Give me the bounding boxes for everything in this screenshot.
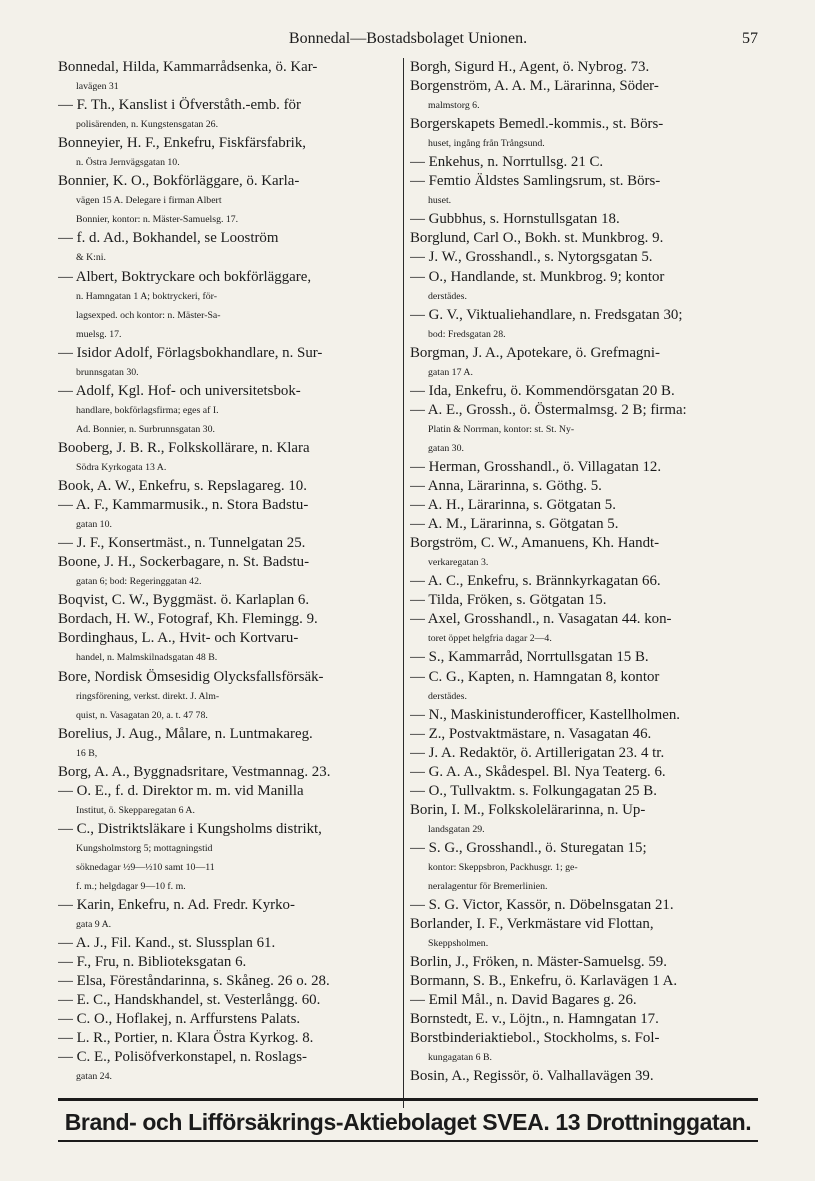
entry-continuation-line: derstädes. [428, 690, 467, 702]
directory-entry-line: — F., Fru, n. Biblioteksgatan 6. [58, 954, 247, 971]
directory-entry-line: — J. W., Grosshandl., s. Nytorgsgatan 5. [410, 249, 653, 266]
directory-entry-line: — E. C., Handskhandel, st. Vesterlångg. 60. [58, 992, 321, 1009]
directory-entry-line: — O., Tullvaktm. s. Folkungagatan 25 B. [410, 782, 657, 799]
entry-continuation-line: toret öppet helgfria dagar 2—4. [428, 633, 552, 645]
directory-entry-line: — N., Maskinistunderofficer, Kastellholmen. [410, 706, 681, 723]
entry-continuation-line: malmstorg 6. [428, 100, 480, 112]
entry-continuation-line: verkaregatan 3. [428, 557, 489, 569]
directory-entry-line: — J. F., Konsertmäst., n. Tunnelgatan 25. [58, 535, 306, 552]
directory-entry-line: Bore, Nordisk Ömsesidig Olycksfallsförsäk- [58, 668, 324, 685]
directory-entry-line: — C. E., Polisöfverkonstapel, n. Roslags- [58, 1049, 307, 1066]
directory-entry-line: Borlander, I. F., Verkmästare vid Flottan, [410, 916, 654, 933]
entry-continuation-line: Institut, ö. Skepparegatan 6 A. [76, 804, 195, 816]
entry-continuation-line: n. Östra Jernvägsgatan 10. [76, 157, 180, 169]
entry-continuation-line: 16 B, [76, 747, 98, 759]
directory-entry-line: — Herman, Grosshandl., ö. Villagatan 12. [410, 458, 662, 475]
directory-entry-line: — A. C., Enkefru, s. Brännkyrkagatan 66. [410, 573, 661, 590]
directory-entry-line: Booberg, J. B. R., Folkskollärare, n. Klara [58, 439, 310, 456]
directory-entry-line: Bonneyier, H. F., Enkefru, Fiskfärsfabrik, [58, 135, 306, 152]
directory-entry-line: — Enkehus, n. Norrtullsg. 21 C. [410, 154, 604, 171]
directory-entry-line: — f. d. Ad., Bokhandel, se Looström [58, 230, 279, 247]
directory-entry-line: — J. A. Redaktör, ö. Artillerigatan 23. 4 tr. [410, 744, 665, 761]
entry-continuation-line: quist, n. Vasagatan 20, a. t. 47 78. [76, 709, 208, 721]
entry-continuation-line: brunnsgatan 30. [76, 366, 139, 378]
entry-continuation-line: f. m.; helgdagar 9—10 f. m. [76, 881, 186, 893]
directory-entry-line: — Femtio Äldstes Samlingsrum, st. Börs- [410, 173, 661, 190]
directory-entry-line: — Anna, Lärarinna, s. Göthg. 5. [410, 478, 602, 495]
directory-entry-line: — Karin, Enkefru, n. Ad. Fredr. Kyrko- [58, 897, 295, 914]
entry-continuation-line: vägen 15 A. Delegare i firman Albert [76, 195, 222, 207]
entry-continuation-line: lavägen 31 [76, 81, 119, 93]
running-title: Bonnedal—Bostadsbolaget Unionen. [288, 30, 528, 47]
directory-entry-line: Borgman, J. A., Apotekare, ö. Grefmagni- [410, 344, 660, 361]
entry-continuation-line: neralagentur för Bremerlinien. [428, 881, 548, 893]
entry-continuation-line: lagsexped. och kontor: n. Mäster-Sa- [76, 309, 221, 321]
directory-entry-line: — L. R., Portier, n. Klara Östra Kyrkog. 8. [58, 1030, 314, 1047]
directory-entry-line: — Gubbhus, s. Hornstullsgatan 18. [410, 211, 620, 228]
directory-entry-line: — Emil Mål., n. David Bagares g. 26. [410, 992, 637, 1009]
entry-continuation-line: landsgatan 29. [428, 823, 485, 835]
directory-entry-line: — Axel, Grosshandl., n. Vasagatan 44. kon- [410, 611, 672, 628]
entry-continuation-line: gatan 6; bod: Regeringgatan 42. [76, 576, 202, 588]
directory-entry-line: — A. F., Kammarmusik., n. Stora Badstu- [58, 497, 309, 514]
directory-entry-line: Bordach, H. W., Fotograf, Kh. Flemingg. 9. [58, 611, 318, 628]
directory-entry-line: — Elsa, Föreståndarinna, s. Skåneg. 26 o. 28. [58, 973, 330, 990]
directory-entry-line: — A. M., Lärarinna, s. Götgatan 5. [410, 516, 619, 533]
entry-continuation-line: gatan 30. [428, 442, 464, 454]
directory-entry-line: — O. E., f. d. Direktor m. m. vid Manilla [58, 782, 304, 799]
directory-entry-line: — G. A. A., Skådespel. Bl. Nya Teaterg. 6. [410, 763, 666, 780]
page-number: 57 [742, 30, 758, 47]
entry-continuation-line: Södra Kyrkogata 13 A. [76, 461, 167, 473]
directory-entry-line: — S. G. Victor, Kassör, n. Döbelnsgatan 21. [410, 897, 674, 914]
directory-entry-line: Borglund, Carl O., Bokh. st. Munkbrog. 9. [410, 230, 664, 247]
directory-entry-line: — C., Distriktsläkare i Kungsholms distrikt, [58, 820, 322, 837]
directory-entry-line: Borstbinderiaktiebol., Stockholms, s. Fol- [410, 1030, 660, 1047]
directory-entry-line: — C. G., Kapten, n. Hamngatan 8, kontor [410, 668, 660, 685]
directory-entry-line: — F. Th., Kanslist i Öfverståth.-emb. för [58, 97, 301, 114]
directory-entry-line: — G. V., Viktualiehandlare, n. Fredsgatan 30; [410, 306, 683, 323]
entry-continuation-line: Platin & Norrman, kontor: st. St. Ny- [428, 423, 575, 435]
entry-continuation-line: n. Hamngatan 1 A; boktryckeri, för- [76, 290, 218, 302]
directory-entry-line: Boone, J. H., Sockerbagare, n. St. Badstu- [58, 554, 310, 571]
entry-continuation-line: muelsg. 17. [76, 328, 122, 340]
entry-continuation-line: & K:ni. [76, 252, 106, 264]
directory-entry-line: — Adolf, Kgl. Hof- och universitetsbok- [58, 382, 301, 399]
top-rule [58, 1098, 758, 1101]
entry-continuation-line: gatan 24. [76, 1071, 112, 1083]
directory-entry-line: Book, A. W., Enkefru, s. Repslagareg. 10. [58, 478, 307, 495]
directory-entry-line: — A. J., Fil. Kand., st. Slussplan 61. [58, 935, 276, 952]
right-column [410, 58, 754, 1083]
directory-entry-line: Borgström, C. W., Amanuens, Kh. Handt- [410, 535, 660, 552]
entry-continuation-line: Kungsholmstorg 5; mottagningstid [76, 842, 213, 854]
column-divider [403, 58, 404, 1108]
directory-entry-line: Borgh, Sigurd H., Agent, ö. Nybrog. 73. [410, 59, 650, 75]
directory-entry-line: — Ida, Enkefru, ö. Kommendörsgatan 20 B. [410, 382, 675, 399]
directory-entry-line: Borgerskapets Bemedl.-kommis., st. Börs- [410, 116, 664, 133]
directory-entry-line: Borlin, J., Fröken, n. Mäster-Samuelsg. 59. [410, 954, 667, 971]
entry-continuation-line: söknedagar ½9—½10 samt 10—11 [76, 861, 215, 873]
entry-continuation-line: ringsförening, verkst. direkt. J. Alm- [76, 690, 220, 702]
directory-entry-line: Borelius, J. Aug., Målare, n. Luntmakareg. [58, 725, 313, 742]
directory-entry-line: — A. H., Lärarinna, s. Götgatan 5. [410, 497, 616, 514]
bottom-rule [58, 1140, 758, 1142]
directory-entry-line: Bormann, S. B., Enkefru, ö. Karlavägen 1 A. [410, 973, 678, 990]
entry-continuation-line: polisärenden, n. Kungstensgatan 26. [76, 119, 219, 131]
directory-entry-line: Bosin, A., Regissör, ö. Valhallavägen 39. [410, 1068, 654, 1083]
page-header [58, 30, 758, 50]
advertisement-banner: Brand- och Lifförsäkrings-Aktiebolaget SVEA. 13 Drottninggatan. [64, 1109, 752, 1135]
entry-continuation-line: huset. [428, 195, 452, 207]
directory-entry-line: Borin, I. M., Folkskolelärarinna, n. Up- [410, 801, 646, 818]
entry-continuation-line: handlare, bokförlagsfirma; eges af I. [76, 404, 219, 416]
entry-continuation-line: handel, n. Malmskilnadsgatan 48 B. [76, 652, 218, 664]
directory-entry-line: Borg, A. A., Byggnadsritare, Vestmannag. 23. [58, 763, 331, 780]
entry-continuation-line: gata 9 A. [76, 919, 112, 931]
entry-continuation-line: Skeppsholmen. [428, 938, 489, 950]
directory-entry-line: Bordinghaus, L. A., Hvit- och Kortvaru- [58, 630, 299, 647]
directory-entry-line: — A. E., Grossh., ö. Östermalmsg. 2 B; firma: [410, 401, 687, 418]
entry-continuation-line: kontor: Skeppsbron, Packhusgr. 1; ge- [428, 861, 578, 873]
directory-entry-line: — Z., Postvaktmästare, n. Vasagatan 46. [410, 725, 652, 742]
directory-entry-line: — Albert, Boktryckare och bokförläggare, [58, 268, 312, 285]
directory-entry-line: — Tilda, Fröken, s. Götgatan 15. [410, 592, 607, 609]
directory-entry-line: Bonnedal, Hilda, Kammarrådsenka, ö. Kar- [58, 59, 318, 75]
entry-continuation-line: gatan 10. [76, 519, 112, 531]
entry-continuation-line: bod: Fredsgatan 28. [428, 328, 506, 340]
directory-entry-line: Boqvist, C. W., Byggmäst. ö. Karlaplan 6. [58, 592, 310, 609]
directory-entry-line: — S., Kammarråd, Norrtullsgatan 15 B. [410, 649, 649, 666]
directory-entry-line: Bornstedt, E. v., Löjtn., n. Hamngatan 17. [410, 1011, 659, 1028]
directory-entry-line: — Isidor Adolf, Förlagsbokhandlare, n. Sur- [58, 344, 323, 361]
directory-entry-line: Bonnier, K. O., Bokförläggare, ö. Karla- [58, 173, 300, 190]
entry-continuation-line: huset, ingång från Trångsund. [428, 138, 545, 150]
directory-entry-line: Borgenström, A. A. M., Lärarinna, Söder- [410, 78, 659, 95]
entry-continuation-line: gatan 17 A. [428, 366, 473, 378]
left-column [58, 58, 400, 1083]
entry-continuation-line: kungagatan 6 B. [428, 1052, 492, 1064]
directory-entry-line: — C. O., Hoflakej, n. Arffurstens Palats. [58, 1011, 301, 1028]
directory-entry-line: — O., Handlande, st. Munkbrog. 9; kontor [410, 268, 665, 285]
entry-continuation-line: Bonnier, kontor: n. Mäster-Samuelsg. 17. [76, 214, 239, 226]
directory-entry-line: — S. G., Grosshandl., ö. Sturegatan 15; [410, 839, 647, 856]
entry-continuation-line: Ad. Bonnier, n. Surbrunnsgatan 30. [76, 423, 215, 435]
entry-continuation-line: derstädes. [428, 290, 467, 302]
